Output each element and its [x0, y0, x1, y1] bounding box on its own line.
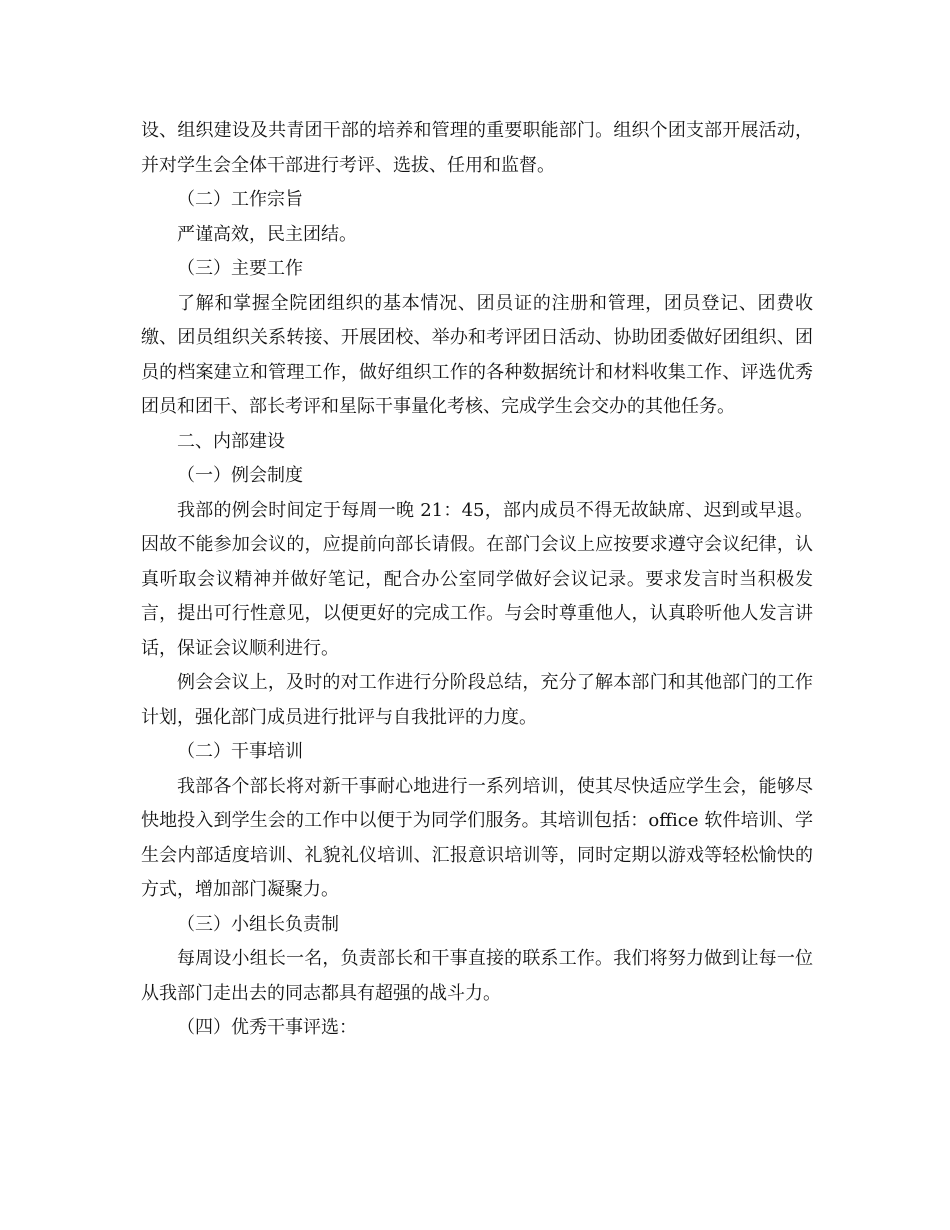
section-heading-meeting-system: （一）例会制度 — [177, 465, 303, 486]
paragraph-staff-training: 我部各个部长将对新干事耐心地进行一系列培训，使其尽快适应学生会，能够尽快地投入到学生会的工作中以便于为同学们服务。其培训包括：office 软件培训、学生会内部适度培训、礼貌礼仪培训、汇报意识培训等，同时定期以游戏等轻松愉快的方式，增加部门凝聚力。 — [141, 775, 813, 900]
paragraph-meeting-rules: 我部的例会时间定于每周一晚 21：45，部内成员不得无故缺席、迟到或早退。因故不能参加会议的，应提前向部长请假。在部门会议上应按要求遵守会议纪律，认真听取会议精神并做好笔记，配合办公室同学做好会议记录。要求发言时当积极发言，提出可行性意见，以便更好的完成工作。与会时尊重他人，认真聆听他人发言讲话，保证会议顺利进行。 — [141, 499, 813, 659]
section-heading-work-purpose: （二）工作宗旨 — [177, 189, 303, 210]
section-heading-main-work: （三）主要工作 — [177, 258, 303, 279]
paragraph-continuation: 设、组织建设及共青团干部的培养和管理的重要职能部门。组织个团支部开展活动，并对学生会全体干部进行考评、选拔、任用和监督。 — [141, 120, 813, 176]
section-heading-staff-training: （二）干事培训 — [177, 741, 303, 762]
section-heading-group-leader: （三）小组长负责制 — [177, 913, 339, 935]
section-heading-excellent-staff: （四）优秀干事评选： — [177, 1017, 357, 1038]
section-heading-internal-construction: 二、内部建设 — [177, 430, 285, 452]
paragraph-main-work: 了解和掌握全院团组织的基本情况、团员证的注册和管理，团员登记、团费收缴、团员组织关系转接、开展团校、举办和考评团日活动、协助团委做好团组织、团员的档案建立和管理工作，做好组织工作的各种数据统计和材料收集工作、评选优秀团员和团干、部长考评和星际干事量化考核、完成学生会交办的其他任务。 — [141, 292, 813, 417]
paragraph-group-leader: 每周设小组长一名，负责部长和干事直接的联系工作。我们将努力做到让每一位从我部门走出去的同志都具有超强的战斗力。 — [141, 948, 813, 1004]
paragraph-work-purpose: 严谨高效，民主团结。 — [177, 223, 357, 245]
paragraph-meeting-summary: 例会会议上，及时的对工作进行分阶段总结，充分了解本部门和其他部门的工作计划，强化部门成员进行批评与自我批评的力度。 — [141, 672, 813, 728]
document-body — [141, 114, 813, 1046]
